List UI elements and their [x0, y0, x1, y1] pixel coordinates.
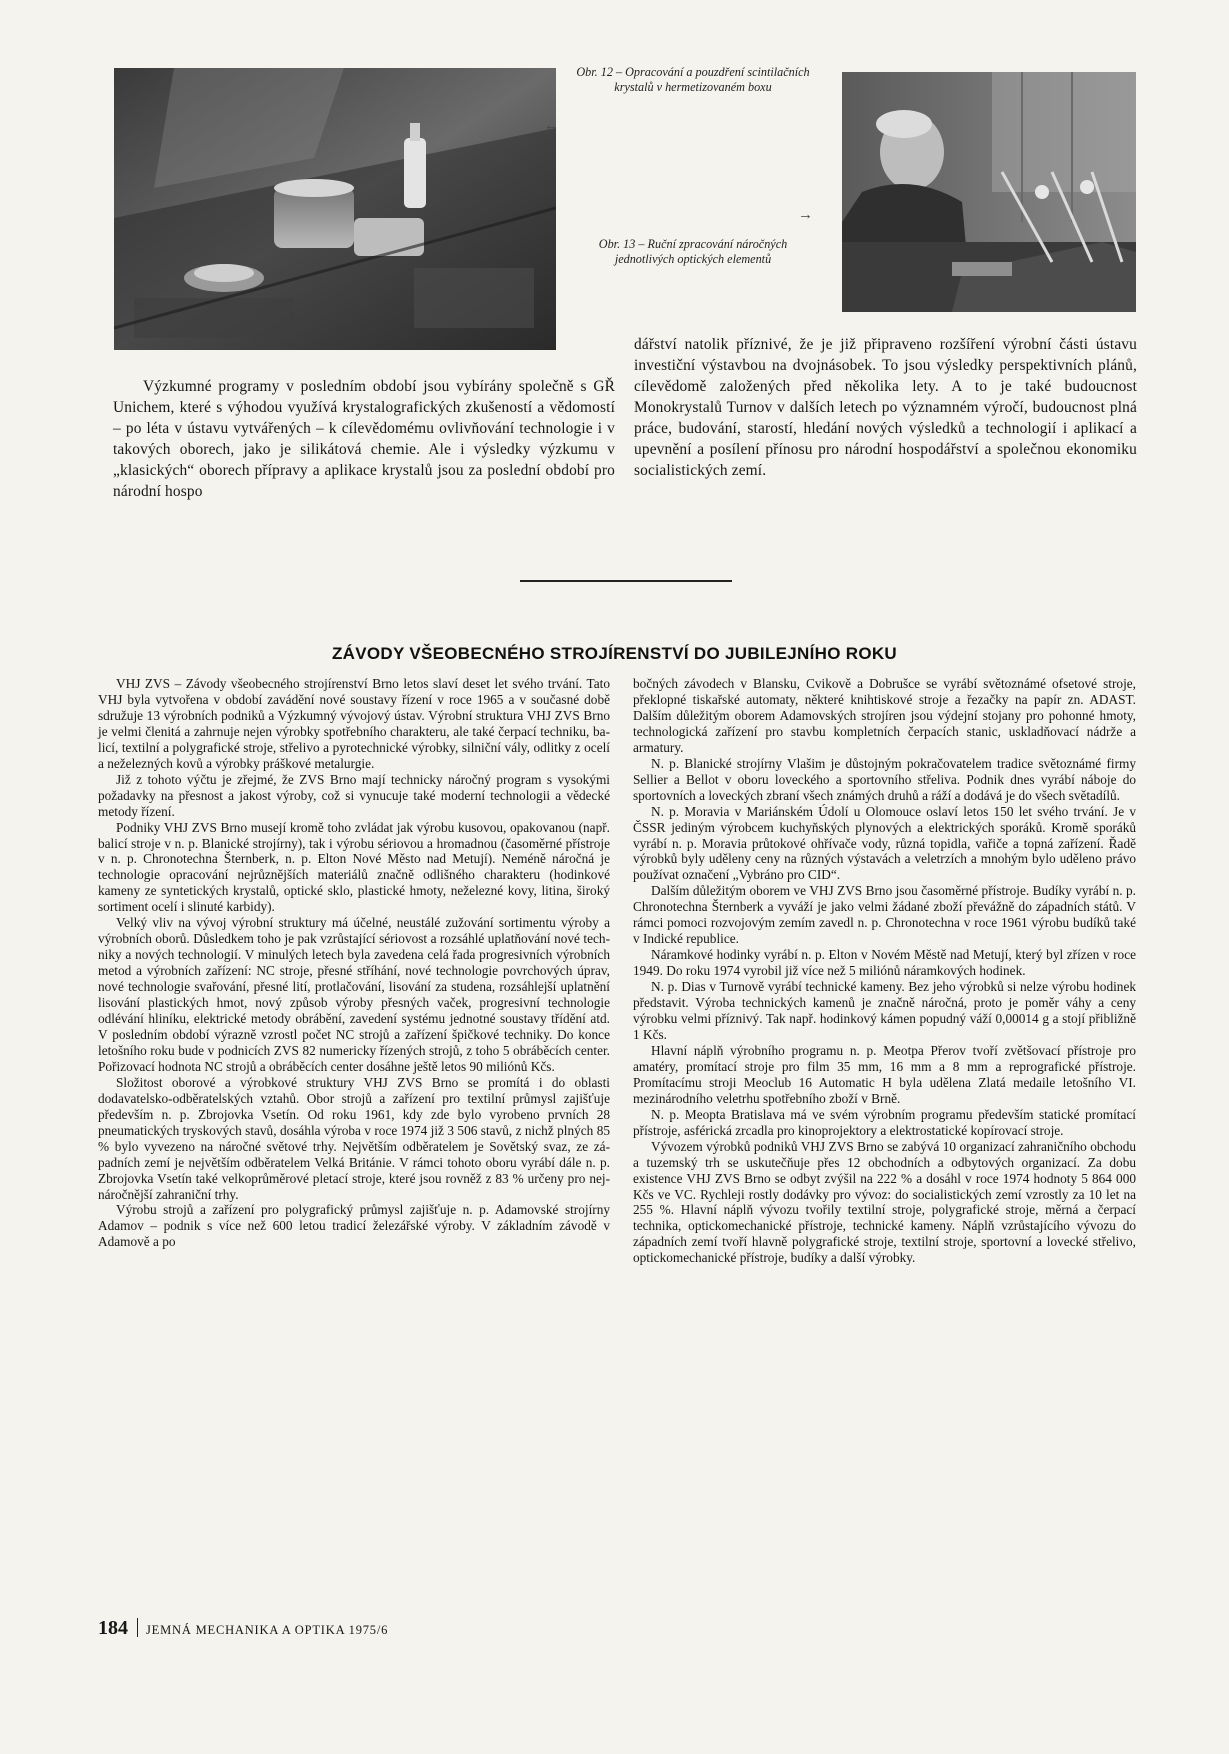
article-paragraph: N. p. Blanické strojírny Vlašim je důstojným pokračovatelem tradice světoznámé firmy Sellier a Bellot v oboru loveckého a sportovního střeliva. Podnik dnes vyrábí náboje do sportovních a loveckých zbraní všech známých druhů a ráží a dodává je do všech světadílů. — [633, 755, 1136, 803]
article-paragraph: N. p. Meopta Bratislava má ve svém výrobním programu především statické promítací přístroje, asférická zrcadla pro kinoprojektory a elektrostatické kopírovací stroje. — [633, 1106, 1136, 1138]
figure-13-arrow-icon: → — [798, 207, 813, 223]
page-number: 184 — [98, 1617, 128, 1639]
photo-figure-13 — [842, 72, 1136, 312]
article-paragraph: N. p. Dias v Turnově vyrábí technické kameny. Bez jeho výrobků si nelze výrobu hodinek představit. Výroba technických kamenů je značně náročná, proto je poměr váhy a ceny výrobku velmi příznivý. Tak např. hodinkový kámen popudný váží 0,00014 g a stojí přibližně 1 Kčs. — [633, 979, 1136, 1042]
figure-12-caption: Obr. 12 – Opracování a pouzdření scintilačních krystalů v hermetizovaném boxu — [576, 65, 810, 94]
section-divider — [520, 580, 732, 582]
article-paragraph: Náramkové hodinky vyrábí n. p. Elton v Novém Městě nad Metují, který byl zřízen v roce 1949. Do roku 1974 vyrobil již více než 5 miliónů náramkových hodinek. — [633, 947, 1136, 979]
article-paragraph: Velký vliv na vývoj výrobní struktury má účelné, neustálé zužování sortimentu výroby a výrobních oborů. Důsledkem toho je pak vzrůstající sériovost a rozsáhlé uplatňování nové techniky a nových technologií. V minulých letech byla zavedena celá řada progresivních výrobních metod a výrobních zařízení: NC stroje, přesné stříhání, nové technologie povrchových úprav, nové technologie svařování, přesné lití, protlačování, lisování za studena, rozsáhlejší uplatnění lisování plastických hmot, nový způsob výroby přesných vaček, progresivní technologie odlévání hliníku, elektrické metody obrábění, zavedení systému jednotné soustavy třídění atd. V posledním období výrazně vzrostl počet NC strojů a zařízení špičkové techniky. Do konce letošního roku bude v podnicích ZVS 82 numericky řízených strojů, z toho 5 obráběcích center. Pořizovací hodnota NC strojů a obráběcích center dosáhne ještě letos 90 miliónů Kčs. — [98, 915, 610, 1074]
journal-name: JEMNÁ MECHANIKA A OPTIKA 1975/6 — [146, 1623, 389, 1637]
figure-12-arrow-icon: ← — [544, 118, 559, 134]
footer-separator — [137, 1618, 138, 1637]
page-footer — [98, 1617, 388, 1640]
photo-figure-13-image — [842, 72, 1136, 312]
intro-column-left — [113, 376, 615, 502]
article-column-right — [633, 676, 1136, 1266]
article-paragraph: Již z tohoto výčtu je zřejmé, že ZVS Brno mají technicky náročný program s vysokými požadavky na přesnost a jakost výroby, což si vynucuje také moderní technologii a vědecké metody řízení. — [98, 771, 610, 819]
article-title: ZÁVODY VŠEOBECNÉHO STROJÍRENSTVÍ DO JUBILEJNÍHO ROKU — [331, 644, 898, 664]
intro-paragraph-left: Výzkumné programy v posledním období jsou vybírány společně s GŘ Unichem, které s výhodou využívá krystalografických zkušeností a vědomostí – po léta v ústavu vytvářených – k cílevědomému ovlivňování technologie i v takových oborech, jako je silikátová chemie. Ale i výsledky výzkumu v „klasických“ oborech přípravy a aplikace krystalů jsou za poslední období pro národní hospo — [113, 378, 615, 500]
photo-figure-12 — [114, 68, 556, 350]
intro-column-right — [634, 334, 1137, 481]
photo-figure-12-image — [114, 68, 556, 350]
intro-paragraph-right: dářství natolik příznivé, že je již připraveno rozšíření výrobní části ústavu investiční výstavbou na dvojnásobek. To jsou výsledky perspektivních plánů, cílevědomě založených před několika lety. A to je také budoucnost Monokrystalů Turnov v dalších letech po významném výročí, budoucnost plná práce, budování, starostí, hledání nových výsledků a technologií i aplikací a upevnění a posílení přínosu pro národní hospodářství a společnou ekonomiku socialistických zemí. — [634, 336, 1137, 479]
figure-13-caption: Obr. 13 – Ruční zpracování náročných jednotlivých optických elementů — [598, 237, 788, 266]
article-paragraph: VHJ ZVS – Závody všeobecného strojírenství Brno letos slaví deset let svého trvání. Tato VHJ byla vytvořena v období zavádění nové soustavy řízení v roce 1965 a v současné době sdružuje 13 výrobních podniků a Výzkumný vývojový ústav. Výrobní struktura VHJ ZVS Brno je velmi členitá a zahrnuje nejen výrobky spotřebního charakteru, ale také čerpací techniku, balicí, textilní a polygrafické stroje, střelivo a pyrotechnické výrobky, silniční vály, odlitky z ocelí a neželezných kovů a výrobky práškové metalurgie. — [98, 676, 610, 771]
article-column-left — [98, 676, 610, 1250]
article-paragraph: Hlavní náplň výrobního programu n. p. Meotpa Přerov tvoří zvětšovací přístroje pro amatéry, promítací stroje pro film 35 mm, 16 mm a 8 mm a reprografické přístroje. Promítacímu stroji Meoclub 16 Automatic H byla udělena Zlatá medaile letošního VI. mezinárodního veletrhu spotřebního zboží v Brně. — [633, 1042, 1136, 1106]
article-paragraph: Složitost oborové a výrobkové struktury VHJ ZVS Brno se promítá i do oblasti dodavatelsko-odběratelských vztahů. Obor strojů a zařízení pro textilní průmysl zajišťuje především n. p. Zbrojovka Vsetín. Od roku 1961, kdy zde bylo vyrobeno prvních 28 pneumatických tryskových stavů, dosáhla výroba v roce 1974 již 3 506 stavů, z nichž plných 85 % bylo vyvezeno na náročné světové trhy. Největším odběratelem je Sovětský svaz, ze západních zemí je největším odběratelem Velká Británie. V rámci tohoto oboru vyrábí dále n. p. Zbrojovka Vsetín také velkoprůměrové pletací stroje, které jsou rovněž z 83 % určeny pro nejnáročnější zahraniční trhy. — [98, 1074, 610, 1202]
article-paragraph: Vývozem výrobků podniků VHJ ZVS Brno se zabývá 10 organizací zahraničního obchodu a tuzemský trh se uskutečňuje přes 12 obchodních a odbytových organizací. Za dobu existence VHJ ZVS Brno se odbyt zvýšil na 222 % a dosáhl v roce 1974 hodnoty 5 864 000 Kčs ve VC. Rychleji rostly dodávky pro vývoz: do socialistických zemí vzrostly za 10 let na 255 %. Hlavní náplň vývozu tvořily textilní stroje, polygrafické stroje, měrná a čerpací technika, optickomechanické přístroje, technické kameny. Náplň vzrůstajícího vývozu do západních zemí tvoří hlavně polygrafické stroje, textilní stroje, sportovní a lovecké střelivo, optickomechanické přístroje, budíky a další výrobky. — [633, 1138, 1136, 1266]
article-paragraph: bočných závodech v Blansku, Cvikově a Dobrušce se vyrábí světoznámé ofsetové stroje, překlopné tiskařské automaty, některé knihtiskové stroje a řezačky na papír zn. ADAST. Dalším důležitým oborem Adamovských strojíren jsou výdejní stojany pro pohonné hmoty, technologická zařízení pro stavbu kompletních čerpacích stanic, uskladňovací nádrže a armatury. — [633, 676, 1136, 755]
article-paragraph: Podniky VHJ ZVS Brno musejí kromě toho zvládat jak výrobu kusovou, opakovanou (např. balicí stroje v n. p. Blanické strojírny), tak i výrobu sériovou a hromadnou (časoměrné přístroje v n. p. Chronotechna Šternberk, n. p. Elton Nové Město nad Metují). Neméně náročná je technologie opracování nejrůznějších materiálů značně odlišného charakteru (hodinkové kameny ze syntetických krystalů, optické sklo, plastické hmoty, neželezné kovy, litina, široký sortiment ocelí i slinuté karbidy). — [98, 819, 610, 915]
article-paragraph: N. p. Moravia v Mariánském Údolí u Olomouce oslaví letos 150 let svého trvání. Je v ČSSR jediným výrobcem kuchyňských plynových a elektrických sporáků. Kromě sporáků vyrábí n. p. Moravia průtokové ohřívače vody, různá topidla, vařiče a topná zařízení. Řadě výrobků byly uděleny ceny na různých výstavách a veletrzích a mnohým bylo uděleno právo používat označení „Vybráno pro CID“. — [633, 803, 1136, 883]
article-paragraph: Výrobu strojů a zařízení pro polygrafický průmysl zajišťuje n. p. Adamovské strojírny Adamov – podnik s více než 600 letou tradicí železářské výroby. V základním závodě v Adamově a po — [98, 1202, 610, 1250]
article-paragraph: Dalším důležitým oborem ve VHJ ZVS Brno jsou časoměrné přístroje. Budíky vyrábí n. p. Chronotechna Šternberk a vyváží je jako velmi žádané zboží převážně do západních států. V rámci pomoci rozvojovým zemím zavedl n. p. Chronotechna v roce 1961 výrobu budíků také v Indické republice. — [633, 883, 1136, 947]
